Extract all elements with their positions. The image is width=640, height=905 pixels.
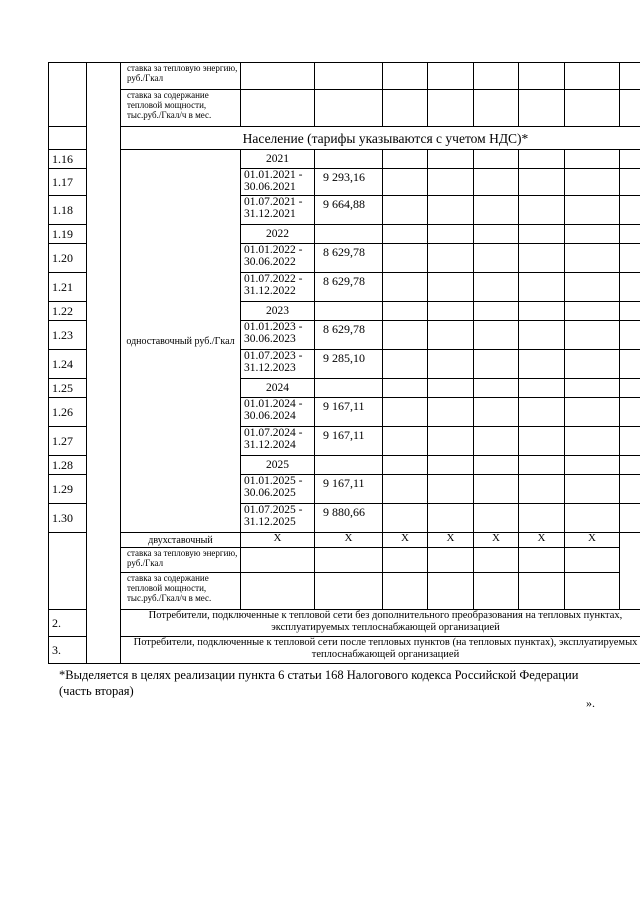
empty-cell <box>565 150 620 169</box>
empty-cell <box>428 196 474 225</box>
section-row <box>49 127 640 150</box>
empty-cell <box>241 573 315 610</box>
empty-cell <box>383 63 428 90</box>
empty-cell <box>383 350 428 379</box>
rate-row <box>49 548 640 573</box>
empty-cell <box>620 456 640 475</box>
empty-cell <box>474 302 519 321</box>
empty-cell <box>428 427 474 456</box>
tariff-value: 9 285,10 <box>315 350 383 379</box>
tariff-value: 9 293,16 <box>315 169 383 196</box>
year-cell: 2025 <box>241 456 315 475</box>
x-mark: X <box>474 533 519 548</box>
tariff-value: 8 629,78 <box>315 244 383 273</box>
empty-cell <box>474 456 519 475</box>
empty-cell <box>565 427 620 456</box>
row-number: 1.27 <box>49 427 87 456</box>
empty-cell <box>519 321 565 350</box>
empty-cell <box>519 90 565 127</box>
empty-cell <box>519 456 565 475</box>
empty-cell <box>620 379 640 398</box>
empty-cell <box>620 321 640 350</box>
empty-cell <box>565 350 620 379</box>
empty-cell <box>383 475 428 504</box>
empty-cell <box>565 475 620 504</box>
empty-cell <box>383 427 428 456</box>
num-cell <box>49 533 87 610</box>
empty-cell <box>474 350 519 379</box>
empty-cell <box>565 379 620 398</box>
empty-cell <box>315 548 383 573</box>
empty-cell <box>474 398 519 427</box>
empty-cell <box>519 350 565 379</box>
empty-cell <box>428 350 474 379</box>
year-cell: 2024 <box>241 379 315 398</box>
empty-cell <box>428 456 474 475</box>
empty-cell <box>428 398 474 427</box>
empty-cell <box>620 302 640 321</box>
empty-cell <box>519 475 565 504</box>
empty-cell <box>620 90 640 127</box>
row-number: 1.23 <box>49 321 87 350</box>
empty-cell <box>474 273 519 302</box>
group-cell <box>87 63 121 664</box>
two-part-label: двухставочный <box>121 533 241 548</box>
empty-cell <box>428 548 474 573</box>
rate-label: ставка за содержание тепловой мощности, тыс.руб./Гкал/ч в мес. <box>121 573 241 610</box>
x-mark: X <box>383 533 428 548</box>
empty-cell <box>565 321 620 350</box>
empty-cell <box>565 244 620 273</box>
empty-cell <box>474 504 519 533</box>
empty-cell <box>315 63 383 90</box>
empty-cell <box>383 225 428 244</box>
tariff-row <box>49 150 640 169</box>
row-number: 3. <box>49 637 87 664</box>
empty-cell <box>620 196 640 225</box>
empty-cell <box>519 273 565 302</box>
empty-cell <box>519 504 565 533</box>
empty-cell <box>428 273 474 302</box>
empty-cell <box>315 90 383 127</box>
empty-cell <box>565 398 620 427</box>
empty-cell <box>519 573 565 610</box>
empty-cell <box>383 504 428 533</box>
empty-cell <box>620 63 640 90</box>
tariff-value <box>315 225 383 244</box>
consumer-row <box>49 610 640 637</box>
empty-cell <box>428 504 474 533</box>
empty-cell <box>428 63 474 90</box>
empty-cell <box>383 196 428 225</box>
consumer-row <box>49 637 640 664</box>
empty-cell <box>383 150 428 169</box>
row-number: 1.20 <box>49 244 87 273</box>
period-cell: 01.07.2022 - 31.12.2022 <box>241 273 315 302</box>
empty-cell <box>383 321 428 350</box>
empty-cell <box>620 398 640 427</box>
empty-cell <box>474 196 519 225</box>
period-cell: 01.07.2021 - 31.12.2021 <box>241 196 315 225</box>
empty-cell <box>474 63 519 90</box>
empty-cell <box>383 379 428 398</box>
empty-cell <box>565 273 620 302</box>
empty-cell <box>383 548 428 573</box>
empty-cell <box>474 90 519 127</box>
empty-cell <box>620 475 640 504</box>
consumer-description: Потребители, подключенные к тепловой сети без дополнительного преобразования на тепловых пунктах, эксплуатируемых теплоснабжающей организацией <box>121 610 640 637</box>
tariff-value: 9 167,11 <box>315 398 383 427</box>
x-mark: X <box>241 533 315 548</box>
row-number: 1.17 <box>49 169 87 196</box>
empty-cell <box>620 350 640 379</box>
x-mark: X <box>315 533 383 548</box>
empty-cell <box>428 225 474 244</box>
tariff-value: 8 629,78 <box>315 321 383 350</box>
empty-cell <box>383 573 428 610</box>
empty-cell <box>519 196 565 225</box>
row-number: 1.28 <box>49 456 87 475</box>
empty-cell <box>428 573 474 610</box>
period-cell: 01.07.2024 - 31.12.2024 <box>241 427 315 456</box>
section-header: Население (тарифы указываются с учетом НДС)* <box>121 127 640 150</box>
tariff-table <box>48 62 640 664</box>
empty-cell <box>565 504 620 533</box>
row-number: 1.16 <box>49 150 87 169</box>
empty-cell <box>474 548 519 573</box>
consumer-description: Потребители, подключенные к тепловой сети после тепловых пунктов (на тепловых пунктах), эксплуатируемых теплоснабжающей организацией <box>121 637 640 664</box>
period-cell: 01.01.2024 - 30.06.2024 <box>241 398 315 427</box>
empty-cell <box>519 244 565 273</box>
empty-cell <box>474 244 519 273</box>
x-mark: X <box>428 533 474 548</box>
empty-cell <box>428 244 474 273</box>
empty-cell <box>565 90 620 127</box>
empty-cell <box>620 427 640 456</box>
row-number: 1.29 <box>49 475 87 504</box>
tariff-value: 8 629,78 <box>315 273 383 302</box>
row-number: 1.24 <box>49 350 87 379</box>
empty-cell <box>620 150 640 169</box>
empty-cell <box>565 196 620 225</box>
row-number: 1.26 <box>49 398 87 427</box>
empty-cell <box>565 63 620 90</box>
rate-type-label: одноставочный руб./Гкал <box>121 150 241 533</box>
rate-label: ставка за тепловую энергию, руб./Гкал <box>121 63 241 90</box>
empty-cell <box>519 548 565 573</box>
empty-cell <box>474 321 519 350</box>
rate-label: ставка за тепловую энергию, руб./Гкал <box>121 548 241 573</box>
tariff-value: 9 880,66 <box>315 504 383 533</box>
empty-cell <box>241 90 315 127</box>
empty-cell <box>428 475 474 504</box>
empty-cell <box>428 321 474 350</box>
empty-cell <box>383 169 428 196</box>
empty-cell <box>519 225 565 244</box>
row-number: 1.18 <box>49 196 87 225</box>
empty-cell <box>428 90 474 127</box>
empty-cell <box>565 169 620 196</box>
rate-label: ставка за содержание тепловой мощности, тыс.руб./Гкал/ч в мес. <box>121 90 241 127</box>
empty-cell <box>241 63 315 90</box>
two-part-row <box>49 533 640 548</box>
empty-cell <box>474 169 519 196</box>
empty-cell <box>474 573 519 610</box>
empty-cell <box>428 150 474 169</box>
period-cell: 01.07.2025 - 31.12.2025 <box>241 504 315 533</box>
year-cell: 2023 <box>241 302 315 321</box>
empty-cell <box>383 273 428 302</box>
year-cell: 2022 <box>241 225 315 244</box>
empty-cell <box>565 302 620 321</box>
tariff-value: 9 664,88 <box>315 196 383 225</box>
empty-cell <box>383 302 428 321</box>
empty-cell <box>620 169 640 196</box>
tariff-value: 9 167,11 <box>315 475 383 504</box>
period-cell: 01.01.2025 - 30.06.2025 <box>241 475 315 504</box>
year-cell: 2021 <box>241 150 315 169</box>
empty-cell <box>620 504 640 533</box>
empty-cell <box>519 169 565 196</box>
empty-cell <box>620 244 640 273</box>
footnote: *Выделяется в целях реализации пункта 6 статьи 168 Налогового кодекса Российской Федерации (часть вторая) <box>59 668 579 698</box>
empty-cell <box>428 379 474 398</box>
empty-cell <box>620 225 640 244</box>
period-cell: 01.01.2023 - 30.06.2023 <box>241 321 315 350</box>
empty-cell <box>519 398 565 427</box>
empty-cell <box>428 302 474 321</box>
rate-row <box>49 90 640 127</box>
empty-cell <box>519 427 565 456</box>
empty-cell <box>565 573 620 610</box>
empty-cell <box>383 456 428 475</box>
num-cell <box>49 127 87 150</box>
tariff-value <box>315 379 383 398</box>
x-mark: X <box>565 533 620 548</box>
row-number: 1.30 <box>49 504 87 533</box>
empty-cell <box>519 379 565 398</box>
period-cell: 01.01.2021 - 30.06.2021 <box>241 169 315 196</box>
tariff-value <box>315 302 383 321</box>
empty-cell <box>383 90 428 127</box>
empty-cell <box>620 273 640 302</box>
row-number: 1.21 <box>49 273 87 302</box>
row-number: 2. <box>49 610 87 637</box>
empty-cell <box>383 244 428 273</box>
empty-cell <box>474 225 519 244</box>
row-number: 1.19 <box>49 225 87 244</box>
row-number: 1.25 <box>49 379 87 398</box>
rate-row <box>49 63 640 90</box>
empty-cell <box>565 456 620 475</box>
tariff-value: 9 167,11 <box>315 427 383 456</box>
rate-row <box>49 573 640 610</box>
empty-cell <box>565 225 620 244</box>
num-cell <box>49 63 87 127</box>
empty-cell <box>474 379 519 398</box>
empty-cell <box>519 302 565 321</box>
empty-cell <box>383 398 428 427</box>
empty-cell <box>315 573 383 610</box>
empty-cell <box>519 150 565 169</box>
x-mark: X <box>519 533 565 548</box>
empty-cell <box>565 548 620 573</box>
tariff-value <box>315 456 383 475</box>
empty-cell <box>428 169 474 196</box>
period-cell: 01.07.2023 - 31.12.2023 <box>241 350 315 379</box>
empty-cell <box>474 150 519 169</box>
tariff-value <box>315 150 383 169</box>
empty-cell <box>519 63 565 90</box>
empty-cell <box>474 475 519 504</box>
empty-cell <box>241 548 315 573</box>
empty-cell <box>474 427 519 456</box>
closing-quote: ». <box>586 696 595 710</box>
row-number: 1.22 <box>49 302 87 321</box>
period-cell: 01.01.2022 - 30.06.2022 <box>241 244 315 273</box>
